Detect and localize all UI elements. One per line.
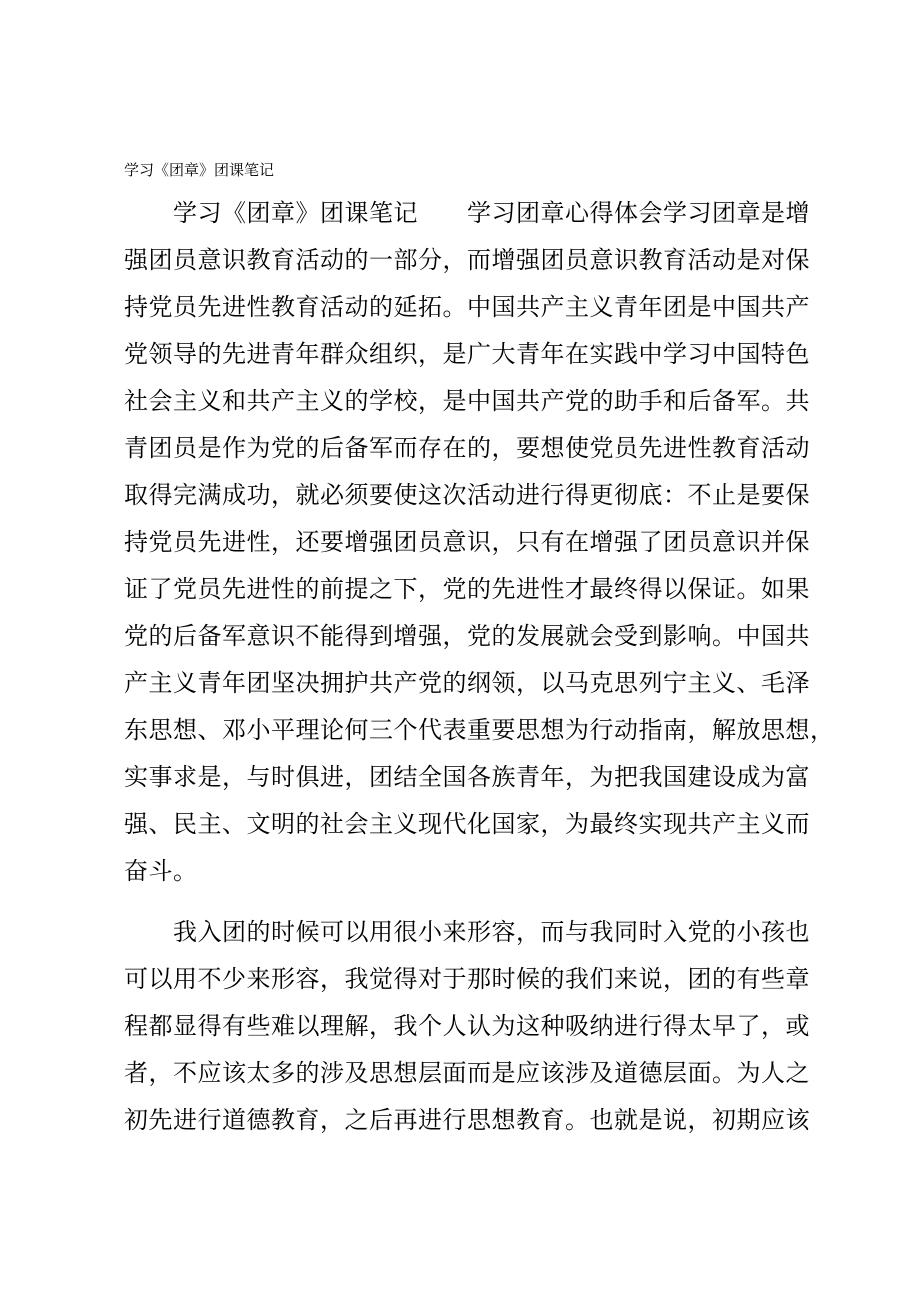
text-line: 持党员先进性教育活动的延拓。中国共产主义青年团是中国共产: [124, 293, 810, 321]
text-line: 奋斗。: [124, 857, 198, 885]
text-line: 取得完满成功，就必须要使这次活动进行得更彻底：不止是要保: [124, 481, 810, 509]
document-header: 学习《团章》团课笔记: [124, 161, 275, 179]
text-line: 初先进行道德教育，之后再进行思想教育。也就是说，初期应该: [124, 1106, 810, 1134]
text-line: 学习《团章》团课笔记 学习团章心得体会学习团章是增: [124, 199, 810, 227]
text-line: 证了党员先进性的前提之下，党的先进性才最终得以保证。如果: [124, 575, 810, 603]
paragraph-1: [124, 190, 835, 895]
text-line: 东思想、邓小平理论何三个代表重要思想为行动指南，解放思想，: [124, 716, 835, 744]
text-line: 可以用不少来形容，我觉得对于那时候的我们来说，团的有些章: [124, 965, 810, 993]
text-line: 产主义青年团坚决拥护共产党的纲领，以马克思列宁主义、毛泽: [124, 669, 810, 697]
text-line: 强、民主、文明的社会主义现代化国家，为最终实现共产主义而: [124, 810, 810, 838]
paragraph-2: [124, 909, 824, 1144]
text-line: 实事求是，与时俱进，团结全国各族青年，为把我国建设成为富: [124, 763, 810, 791]
text-line: 持党员先进性，还要增强团员意识，只有在增强了团员意识并保: [124, 528, 810, 556]
text-line: 青团员是作为党的后备军而存在的，要想使党员先进性教育活动: [124, 434, 810, 462]
text-line: 程都显得有些难以理解，我个人认为这种吸纳进行得太早了，或: [124, 1012, 810, 1040]
text-line: 强团员意识教育活动的一部分，而增强团员意识教育活动是对保: [124, 246, 810, 274]
text-line: 党领导的先进青年群众组织，是广大青年在实践中学习中国特色: [124, 340, 810, 368]
text-line: 社会主义和共产主义的学校，是中国共产党的助手和后备军。共: [124, 387, 810, 415]
text-line: 者，不应该太多的涉及思想层面而是应该涉及道德层面。为人之: [124, 1059, 810, 1087]
text-line: 党的后备军意识不能得到增强，党的发展就会受到影响。中国共: [124, 622, 810, 650]
text-line: 我入团的时候可以用很小来形容，而与我同时入党的小孩也: [124, 918, 810, 946]
